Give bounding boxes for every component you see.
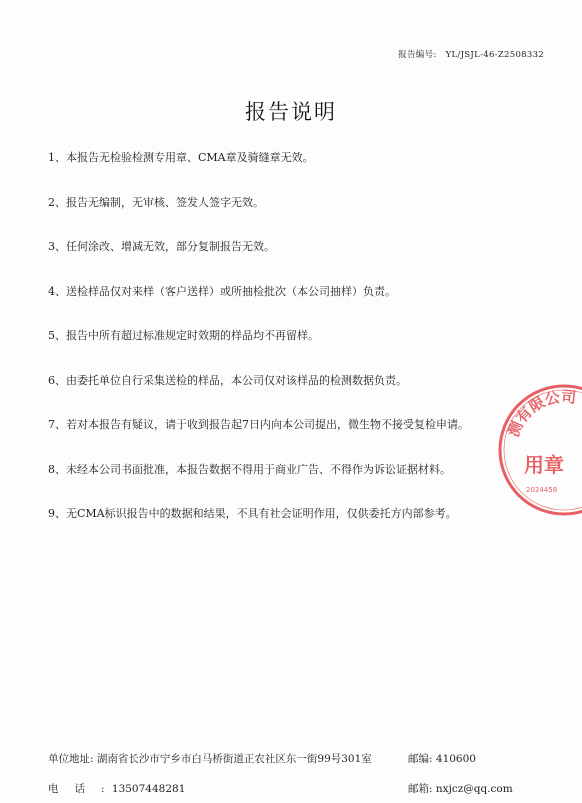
notice-item-5: 5、报告中所有超过标准规定时效期的样品均不再留样。 bbox=[48, 329, 319, 342]
report-number-value: YL/JSJL-46-Z2508332 bbox=[445, 50, 544, 60]
footer-address-row bbox=[48, 751, 476, 766]
notice-item-6: 6、由委托单位自行采集送检的样品，本公司仅对该样品的检测数据负责。 bbox=[48, 373, 407, 387]
email-label: 邮箱: bbox=[408, 783, 433, 795]
email bbox=[408, 781, 513, 796]
phone-label: 电话: bbox=[48, 783, 121, 795]
notice-item-4: 4、送检样品仅对来样（客户送样）或所抽检批次（本公司抽样）负责。 bbox=[48, 284, 396, 298]
svg-text:测有限公司 bbox=[504, 388, 577, 440]
notice-item-2: 2、报告无编制，无审核、签发人签字无效。 bbox=[48, 195, 264, 209]
report-number bbox=[398, 48, 544, 60]
seal-center-text: 用章 bbox=[524, 453, 564, 477]
footer-phone-row bbox=[48, 781, 513, 796]
phone-value: 13507448281 bbox=[111, 783, 186, 795]
notice-item-8: 8、未经本公司书面批准，本报告数据不得用于商业广告、不得作为诉讼证据材料。 bbox=[48, 462, 451, 476]
notice-item-1: 1、本报告无检验检测专用章、CMA章及骑缝章无效。 bbox=[48, 151, 314, 164]
address-label: 单位地址: bbox=[48, 753, 94, 765]
seal-serial: 2024458 bbox=[526, 486, 558, 494]
address-value: 湖南省长沙市宁乡市白马桥街道正农社区东一街99号301室 bbox=[96, 753, 372, 765]
notice-item-3: 3、任何涂改、增减无效，部分复制报告无效。 bbox=[48, 240, 275, 253]
notice-item-7: 7、若对本报告有疑议，请于收到报告起7日内向本公司提出，微生物不接受复检申请。 bbox=[48, 418, 469, 431]
page-title: 报告说明 bbox=[245, 100, 337, 124]
email-value: nxjcz@qq.com bbox=[435, 783, 513, 795]
notice-item-9: 9、无CMA标识报告中的数据和结果，不具有社会证明作用，仅供委托方内部参考。 bbox=[48, 507, 457, 520]
postcode-value: 410600 bbox=[435, 753, 476, 765]
postcode bbox=[408, 751, 476, 766]
company-seal bbox=[494, 380, 582, 520]
seal-arc-text: 测有限公司 bbox=[504, 387, 577, 440]
report-number-label: 报告编号: bbox=[398, 50, 437, 60]
postcode-label: 邮编: bbox=[408, 753, 433, 765]
notice-list bbox=[48, 150, 548, 551]
